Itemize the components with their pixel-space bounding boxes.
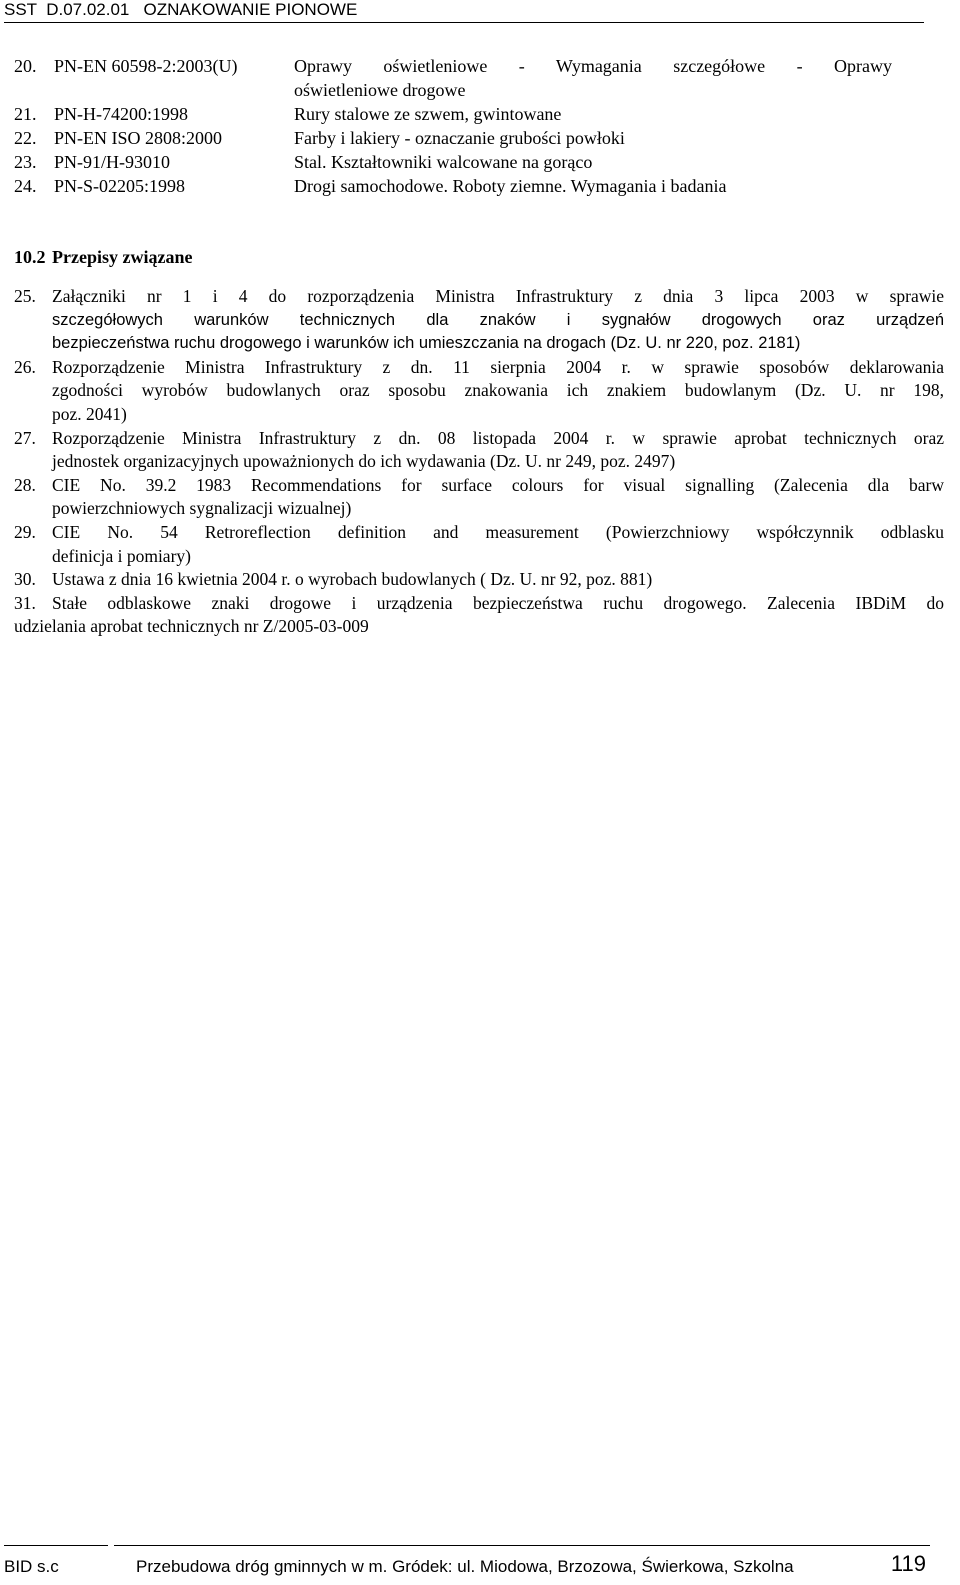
- regulation-line: 30. Ustawa z dnia 16 kwietnia 2004 r. o wyrobach budowlanych ( Dz. U. nr 92, poz. 881): [14, 568, 944, 592]
- regulation-item: [14, 356, 944, 427]
- regulation-line: 25. Załączniki nr 1 i 4 do rozporządzenia Ministra Infrastruktury z dnia 3 lipca 2003 w sprawie: [14, 285, 944, 309]
- footer-divider: [114, 1545, 930, 1546]
- regulation-line: 28. CIE No. 39.2 1983 Recommendations for surface colours for visual signalling (Zalecenia dla barw: [14, 474, 944, 498]
- regulation-item: [14, 285, 944, 356]
- standard-description-continued: oświetleniowe drogowe: [294, 80, 466, 100]
- page-header: [4, 0, 924, 23]
- footer-project: Przebudowa dróg gminnych w m. Gródek: ul. Miodowa, Brzozowa, Świerkowa, Szkolna: [136, 1557, 794, 1576]
- regulation-line: 27. Rozporządzenie Ministra Infrastruktury z dn. 08 listopada 2004 r. w sprawie aprobat technicznych oraz: [14, 427, 944, 451]
- regulation-item: [14, 568, 944, 592]
- regulation-line: definicja i pomiary): [52, 545, 191, 566]
- section-heading: [14, 245, 192, 269]
- regulation-line: powierzchniowych sygnalizacji wizualnej): [52, 498, 352, 519]
- section-number: 10.2: [14, 247, 46, 267]
- standard-item: [14, 102, 934, 126]
- standard-number: 20.: [14, 56, 37, 76]
- regulation-number: 31.: [14, 592, 36, 613]
- standard-item: [14, 150, 934, 174]
- regulation-line: szczegółowych warunków technicznych dla znaków i sygnałów drogowych oraz urządzeń: [52, 310, 944, 329]
- standard-item: [14, 174, 934, 198]
- standard-description: Farby i lakiery - oznaczanie grubości powłoki: [294, 128, 625, 148]
- regulation-line: zgodności wyrobów budowlanych oraz sposobu znakowania ich znakiem budowlanym (Dz. U. nr 198,: [52, 380, 944, 401]
- page-number: 119: [890, 1551, 926, 1576]
- standard-item: [14, 54, 934, 102]
- regulation-number: 27.: [14, 427, 36, 448]
- standard-code: PN-EN 60598-2:2003(U): [54, 56, 238, 76]
- regulation-line: poz. 2041): [52, 403, 127, 424]
- standard-description: Rury stalowe ze szwem, gwintowane: [294, 104, 562, 124]
- regulation-line: bezpieczeństwa ruchu drogowego i warunków ich umieszczania na drogach (Dz. U. nr 220, poz. 2181): [52, 334, 801, 353]
- regulation-number: 25.: [14, 286, 36, 306]
- standard-description: Oprawy oświetleniowe - Wymagania szczegółowe - Oprawy: [294, 56, 892, 76]
- footer-divider: [4, 1545, 108, 1546]
- standard-description: Stal. Kształtowniki walcowane na gorąco: [294, 152, 593, 172]
- regulation-item: [14, 427, 944, 474]
- standard-number: 24.: [14, 176, 37, 196]
- standards-list: [14, 54, 934, 198]
- standard-number: 23.: [14, 152, 37, 172]
- standard-item: [14, 126, 934, 150]
- regulation-line: 26. Rozporządzenie Ministra Infrastruktury z dn. 11 sierpnia 2004 r. w sprawie sposobów deklarowania: [14, 356, 944, 380]
- footer-company: BID s.c: [4, 1557, 59, 1576]
- regulation-number: 30.: [14, 569, 36, 590]
- standard-description: Drogi samochodowe. Roboty ziemne. Wymagania i badania: [294, 176, 727, 196]
- section-title: Przepisy związane: [52, 247, 193, 267]
- regulation-item: [14, 521, 944, 568]
- regulation-item: [14, 592, 944, 639]
- regulation-number: 29.: [14, 521, 36, 542]
- standard-code: PN-S-02205:1998: [54, 176, 186, 196]
- standard-code: PN-EN ISO 2808:2000: [54, 128, 223, 148]
- standard-number: 21.: [14, 104, 37, 124]
- page-footer: [4, 1545, 940, 1579]
- header-title: SST D.07.02.01 OZNAKOWANIE PIONOWE: [4, 0, 358, 19]
- regulation-line: jednostek organizacyjnych upoważnionych do ich wydawania (Dz. U. nr 249, poz. 2497): [52, 451, 676, 472]
- regulations-list: [14, 285, 944, 639]
- regulation-line: udzielania aprobat technicznych nr Z/2005-03-009: [14, 616, 369, 637]
- regulation-line: 31. Stałe odblaskowe znaki drogowe i urządzenia bezpieczeństwa ruchu drogowego. Zalecenia IBDiM do: [14, 592, 944, 616]
- standard-code: PN-H-74200:1998: [54, 104, 188, 124]
- standard-number: 22.: [14, 128, 37, 148]
- regulation-number: 28.: [14, 474, 36, 495]
- regulation-line: 29. CIE No. 54 Retroreflection definition and measurement (Powierzchniowy współczynnik odblasku: [14, 521, 944, 545]
- regulation-number: 26.: [14, 356, 36, 377]
- standard-code: PN-91/H-93010: [54, 152, 170, 172]
- regulation-item: [14, 474, 944, 521]
